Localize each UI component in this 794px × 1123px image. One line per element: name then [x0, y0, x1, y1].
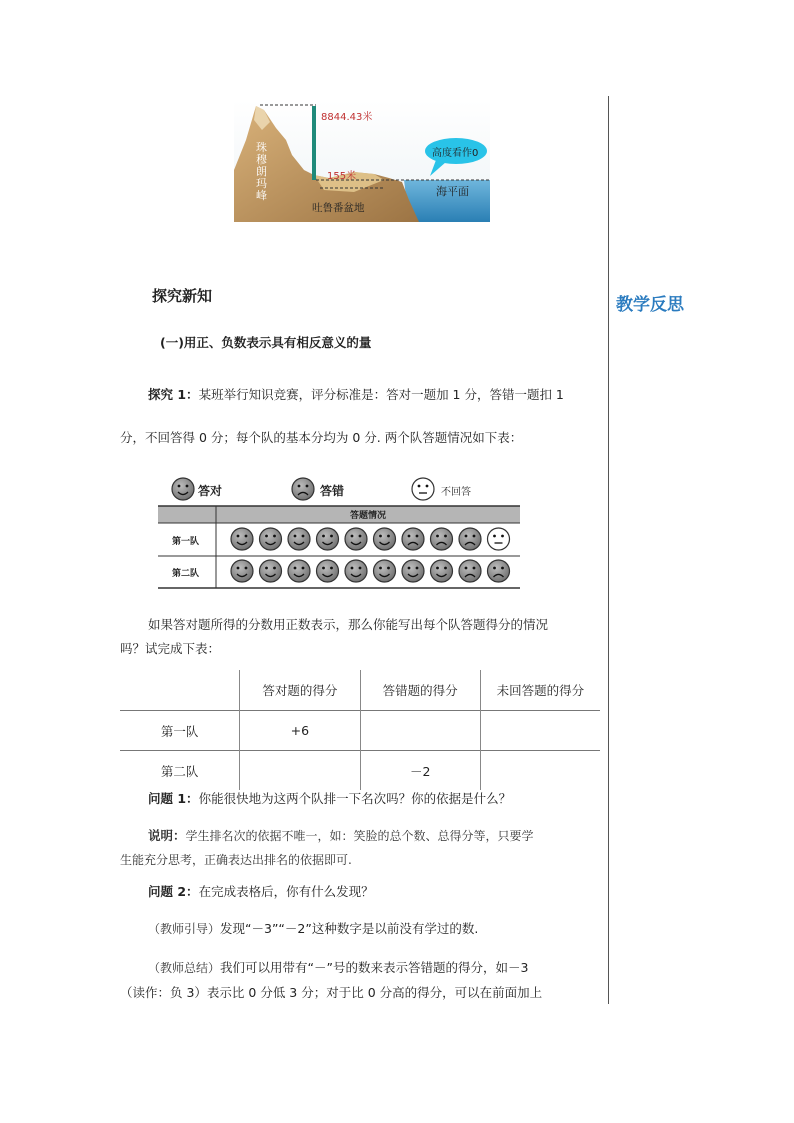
- sidebar-title: 教学反思: [616, 295, 684, 315]
- note-label: 说明：: [148, 828, 186, 843]
- score-cell: [480, 751, 600, 791]
- score-header-cell: 未回答题的得分: [480, 670, 600, 711]
- bubble-label: 高度看作0: [432, 148, 479, 159]
- neutral-face-icon: [488, 528, 510, 550]
- score-cell: －2: [360, 751, 480, 791]
- happy-face-icon: [431, 560, 453, 582]
- sea-label: 海平面: [436, 185, 469, 198]
- score-cell: 第二队: [120, 751, 240, 791]
- teacher-summary-line1: [148, 958, 528, 978]
- score-table-header-row: [120, 670, 600, 711]
- face-table-header-bg: [158, 506, 520, 523]
- section-subtitle: (一)用正、负数表示具有相反意义的量: [160, 335, 372, 350]
- face-table-header: 答题情况: [350, 511, 387, 521]
- score-cell: +6: [240, 711, 360, 751]
- score-header-cell: [120, 670, 240, 711]
- score-cell: [360, 711, 480, 751]
- question-2-text: 在完成表格后，你有什么发现？: [198, 884, 374, 899]
- note-line1: [148, 826, 534, 846]
- note-text-1: 学生排名次的依据不唯一，如：笑脸的总个数、总得分等，只要学: [185, 829, 534, 843]
- happy-face-icon: [345, 560, 367, 582]
- explore1-line2: 分，不回答得 0 分；每个队的基本分均为 0 分. 两个队答题情况如下表：: [120, 430, 523, 445]
- section-title: 探究新知: [152, 287, 213, 305]
- face-row-name-1: 第一队: [172, 537, 200, 547]
- sad-face-icon: [431, 528, 453, 550]
- happy-face-icon: [288, 560, 310, 582]
- question-2-label: 问题 2：: [148, 884, 199, 899]
- teacher-guide-label: （教师引导）: [148, 922, 221, 936]
- legend-correct-label: 答对: [198, 484, 223, 498]
- note-line2: 生能充分思考，正确表达出排名的依据即可.: [120, 853, 352, 867]
- question-2: [148, 882, 374, 902]
- happy-face-icon: [288, 528, 310, 550]
- legend-sad-icon: [292, 478, 314, 500]
- happy-face-icon: [317, 528, 339, 550]
- height-label: 8844.43米: [321, 112, 373, 123]
- score-table: [120, 670, 600, 790]
- happy-face-icon: [260, 560, 282, 582]
- teacher-summary-text-1: 我们可以用带有“－”号的数来表示答错题的得分，如－3: [220, 960, 529, 975]
- score-header-cell: 答错题的得分: [360, 670, 480, 711]
- happy-face-icon: [260, 528, 282, 550]
- depth-label: 155米: [327, 171, 357, 182]
- teacher-guide: [148, 919, 478, 939]
- sad-face-icon: [402, 528, 424, 550]
- question-intro-line1: 如果答对题所得的分数用正数表示，那么你能写出每个队答题得分的情况: [148, 617, 549, 632]
- legend-none-label: 不回答: [441, 487, 471, 498]
- happy-face-icon: [374, 528, 396, 550]
- question-1: [148, 789, 511, 809]
- face-row-name-2: 第二队: [172, 569, 200, 579]
- happy-face-icon: [317, 560, 339, 582]
- question-1-label: 问题 1：: [148, 791, 199, 806]
- happy-face-icon: [345, 528, 367, 550]
- score-header-cell: 答对题的得分: [240, 670, 360, 711]
- happy-face-icon: [374, 560, 396, 582]
- sad-face-icon: [459, 560, 481, 582]
- teacher-summary-line2: （读作：负 3）表示比 0 分低 3 分；对于比 0 分高的得分，可以在前面加上: [120, 985, 543, 1000]
- legend-happy-icon: [172, 478, 194, 500]
- score-table-row: [120, 751, 600, 791]
- sad-face-icon: [488, 560, 510, 582]
- explore1-paragraph: [148, 385, 600, 405]
- happy-face-icon: [231, 560, 253, 582]
- happy-face-icon: [402, 560, 424, 582]
- score-cell: [480, 711, 600, 751]
- legend-wrong-label: 答错: [320, 484, 345, 498]
- column-divider: [608, 96, 609, 1004]
- teacher-guide-text: 发现“－3”“－2”这种数字是以前没有学过的数.: [220, 921, 479, 936]
- score-cell: [240, 751, 360, 791]
- legend-neutral-icon: [412, 478, 434, 500]
- question-1-text: 你能很快地为这两个队排一下名次吗？你的依据是什么？: [198, 791, 512, 806]
- score-table-row: [120, 711, 600, 751]
- happy-face-icon: [231, 528, 253, 550]
- question-intro-line2: 吗？试完成下表：: [120, 641, 221, 656]
- sad-face-icon: [459, 528, 481, 550]
- teacher-summary-label: （教师总结）: [148, 961, 221, 975]
- explore1-line1: 某班举行知识竞赛，评分标准是：答对一题加 1 分，答错一题扣 1: [198, 387, 564, 402]
- mountain-label: 珠穆朗玛峰: [256, 141, 267, 202]
- score-cell: 第一队: [120, 711, 240, 751]
- explore1-label: 探究 1：: [148, 387, 199, 402]
- basin-label: 吐鲁番盆地: [312, 202, 365, 214]
